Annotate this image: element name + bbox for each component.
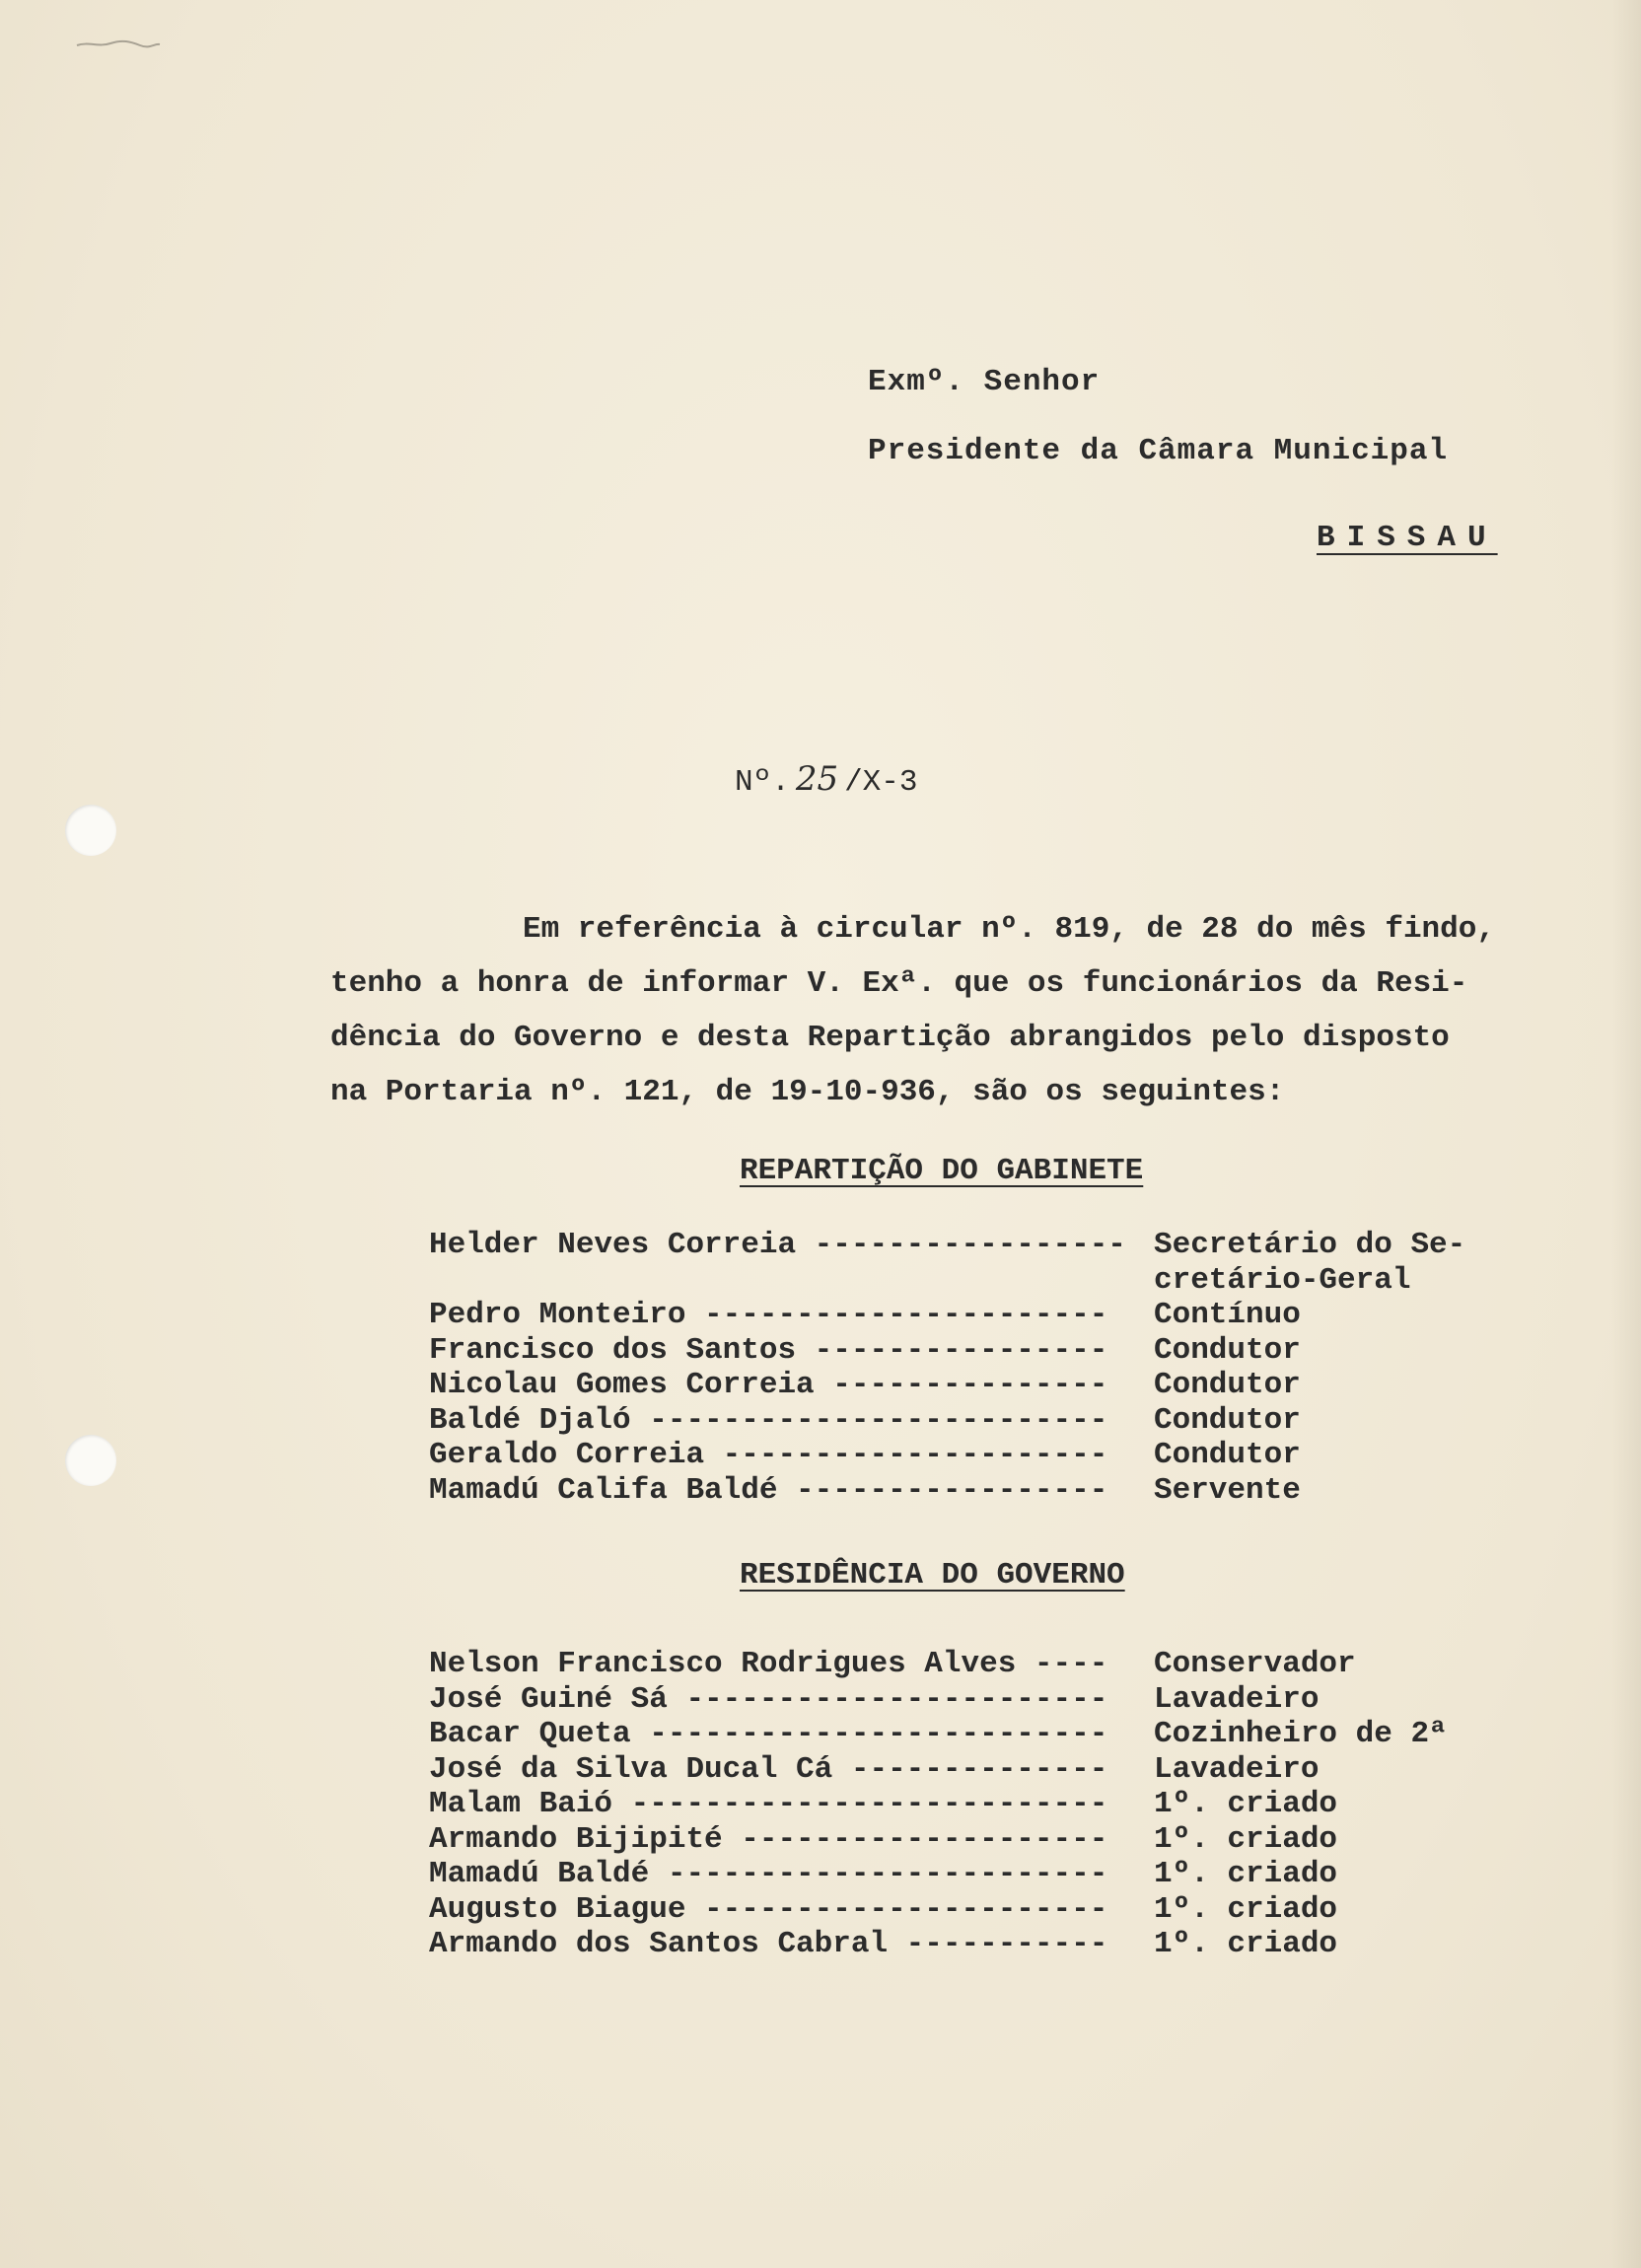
recipient-salutation: Exmº. Senhor: [868, 365, 1101, 399]
staff-role: 1º. criado: [1154, 1787, 1338, 1821]
staff-role: Condutor: [1154, 1402, 1301, 1438]
list-item: [429, 1787, 1499, 1822]
list-item: [429, 1822, 1499, 1858]
staff-role: Condutor: [1154, 1438, 1301, 1472]
staff-name: José Guiné Sá -----------------------: [429, 1681, 1108, 1717]
body-line: dência do Governo e desta Repartição abrangidos pelo disposto: [330, 1021, 1450, 1055]
staff-role: Contínuo: [1154, 1298, 1301, 1332]
list-item: [429, 1752, 1499, 1788]
list-item: [429, 1857, 1499, 1892]
staff-name: Helder Neves Correia -----------------: [429, 1228, 1126, 1262]
body-line: na Portaria nº. 121, de 19-10-936, são os seguintes:: [330, 1075, 1285, 1109]
recipient-city: BISSAU: [1317, 521, 1498, 555]
reference-prefix: Nº.: [735, 765, 790, 800]
list-item: [429, 1682, 1499, 1718]
list-item: [429, 1228, 1499, 1298]
punch-hole-top: [65, 805, 116, 856]
staff-name: Francisco dos Santos ----------------: [429, 1332, 1108, 1368]
list-item: [429, 1403, 1499, 1439]
staff-role: Lavadeiro: [1154, 1751, 1320, 1787]
staff-name: Mamadú Califa Baldé -----------------: [429, 1472, 1108, 1508]
staff-role: Condutor: [1154, 1332, 1301, 1368]
staff-role: Cozinheiro de 2ª: [1154, 1717, 1448, 1751]
list-item: [429, 1892, 1499, 1928]
staff-role: 1º. criado: [1154, 1857, 1338, 1891]
section-heading-residencia: RESIDÊNCIA DO GOVERNO: [740, 1558, 1125, 1593]
staff-name: Geraldo Correia ---------------------: [429, 1438, 1108, 1472]
staff-name: Malam Baió --------------------------: [429, 1787, 1108, 1821]
list-item: [429, 1298, 1499, 1333]
list-item: [429, 1647, 1499, 1682]
staff-role: Lavadeiro: [1154, 1681, 1320, 1717]
staff-role: 1º. criado: [1154, 1927, 1338, 1961]
reference-number: [735, 759, 918, 800]
staff-name: Nelson Francisco Rodrigues Alves ----: [429, 1647, 1108, 1681]
list-item: [429, 1717, 1499, 1752]
reference-handwritten-number: 25: [795, 759, 839, 799]
staff-role: Condutor: [1154, 1368, 1301, 1402]
reference-suffix: /X-3: [844, 765, 918, 800]
list-item: [429, 1927, 1499, 1962]
staff-role: 1º. criado: [1154, 1821, 1338, 1857]
pen-mark-icon: [69, 28, 168, 57]
list-item: [429, 1333, 1499, 1369]
staff-name: Augusto Biague ----------------------: [429, 1891, 1108, 1927]
staff-name: José da Silva Ducal Cá --------------: [429, 1751, 1108, 1787]
recipient-title: Presidente da Câmara Municipal: [868, 434, 1449, 468]
staff-role: Servente: [1154, 1472, 1301, 1508]
staff-name: Armando Bijipité --------------------: [429, 1821, 1108, 1857]
staff-role: 1º. criado: [1154, 1891, 1338, 1927]
staff-name: Armando dos Santos Cabral -----------: [429, 1927, 1108, 1961]
section-heading-gabinete: REPARTIÇÃO DO GABINETE: [740, 1154, 1144, 1188]
staff-name: Nicolau Gomes Correia ---------------: [429, 1368, 1108, 1402]
staff-name: Baldé Djaló -------------------------: [429, 1402, 1108, 1438]
letter-body: [330, 902, 1543, 1119]
staff-role: Conservador: [1154, 1647, 1356, 1681]
staff-list-residencia: [429, 1647, 1499, 1962]
list-item: [429, 1438, 1499, 1473]
list-item: [429, 1473, 1499, 1509]
body-line: tenho a honra de informar V. Exª. que os funcionários da Resi-: [330, 966, 1468, 1001]
staff-name: Pedro Monteiro ----------------------: [429, 1298, 1108, 1332]
punch-hole-bottom: [65, 1435, 116, 1486]
staff-list-gabinete: [429, 1228, 1499, 1508]
staff-name: Mamadú Baldé ------------------------: [429, 1857, 1108, 1891]
staff-name: Bacar Queta -------------------------: [429, 1717, 1108, 1751]
staff-role: Secretário do Se- cretário-Geral: [1154, 1228, 1466, 1298]
body-line: Em referência à circular nº. 819, de 28 do mês findo,: [523, 912, 1495, 947]
list-item: [429, 1368, 1499, 1403]
